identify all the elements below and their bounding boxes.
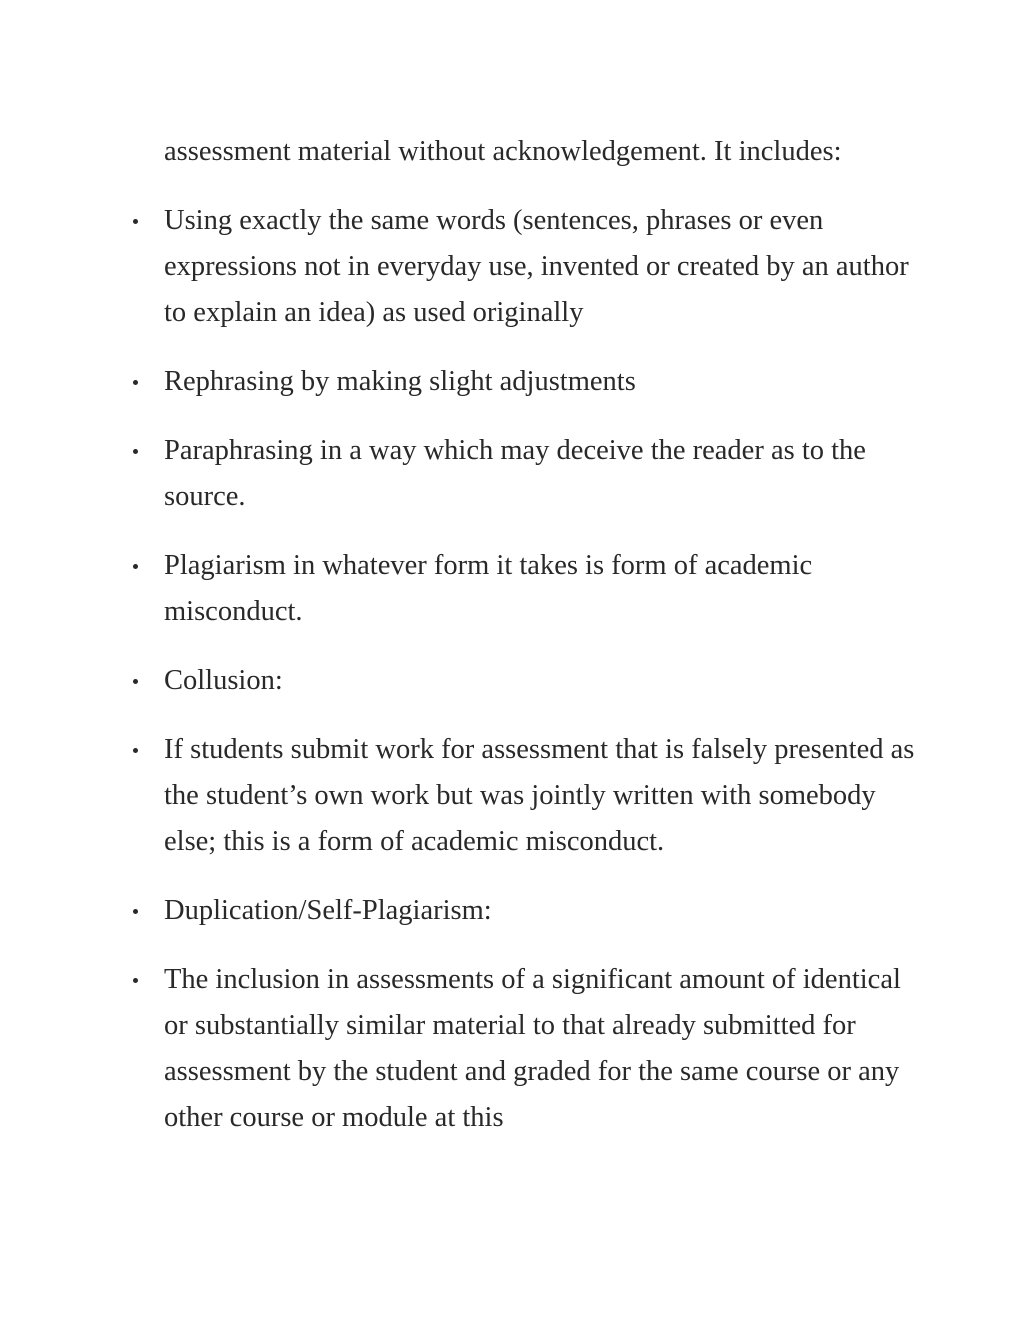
bullet-icon xyxy=(133,449,138,454)
bullet-icon xyxy=(133,679,138,684)
list-item xyxy=(164,658,924,704)
list-item xyxy=(164,359,924,405)
intro-paragraph: assessment material without acknowledgement. It includes: xyxy=(164,136,842,167)
list-item-text: Collusion: xyxy=(164,665,283,696)
list-item-text: Paraphrasing in a way which may deceive the reader as to the source. xyxy=(164,435,866,512)
list-item xyxy=(164,543,924,635)
list-item-text: Plagiarism in whatever form it takes is form of academic misconduct. xyxy=(164,550,813,627)
list-item-text: Duplication/Self-Plagiarism: xyxy=(164,895,492,926)
list-item-text: Using exactly the same words (sentences, phrases or even expressions not in everyday use, invented or created by an author to explain an idea) as used originally xyxy=(164,205,909,328)
bullet-icon xyxy=(133,748,138,753)
list-item xyxy=(164,428,924,520)
list-item-text: The inclusion in assessments of a significant amount of identical or substantially similar material to that already submitted for assessment by the student and graded for the same course or any other course or module at this xyxy=(164,964,901,1133)
list-item xyxy=(164,727,924,865)
bullet-list xyxy=(164,198,924,1141)
document-body xyxy=(164,129,924,1164)
bullet-icon xyxy=(133,564,138,569)
list-item xyxy=(164,888,924,934)
list-item-text: Rephrasing by making slight adjustments xyxy=(164,366,636,397)
list-item-text: If students submit work for assessment that is falsely presented as the student’s own work but was jointly written with somebody else; this is a form of academic misconduct. xyxy=(164,734,915,857)
list-item xyxy=(164,198,924,336)
bullet-icon xyxy=(133,978,138,983)
bullet-icon xyxy=(133,380,138,385)
bullet-icon xyxy=(133,219,138,224)
list-item xyxy=(164,957,924,1141)
bullet-icon xyxy=(133,909,138,914)
